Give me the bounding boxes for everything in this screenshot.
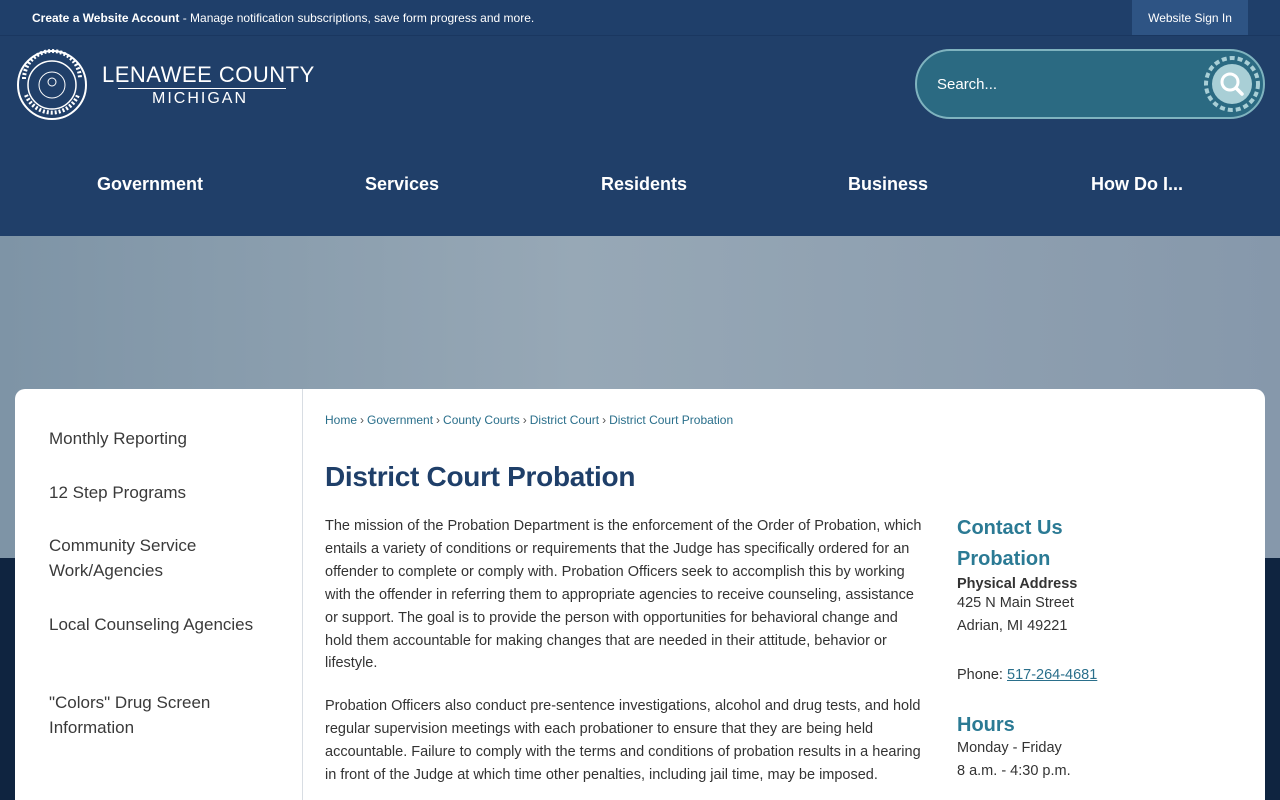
breadcrumb-county-courts[interactable]: County Courts: [443, 413, 520, 427]
create-account-description: - Manage notification subscriptions, save form progress and more.: [179, 11, 535, 25]
create-account-notice: [32, 11, 534, 25]
address-line2: Adrian, MI 49221: [957, 618, 1068, 634]
create-account-link[interactable]: Create a Website Account: [32, 11, 180, 25]
contact-heading: Contact Us: [957, 517, 1063, 539]
hours-heading: Hours: [957, 714, 1015, 736]
brand-divider: [118, 88, 286, 89]
phone-link[interactable]: 517-264-4681: [1007, 667, 1098, 683]
breadcrumb-separator: ›: [436, 413, 441, 427]
brand-state: MICHIGAN: [152, 90, 248, 107]
sidebar-item-12-step-programs[interactable]: 12 Step Programs: [49, 483, 187, 502]
breadcrumb-district-court[interactable]: District Court: [529, 413, 600, 427]
breadcrumb: [325, 413, 733, 427]
breadcrumb-government[interactable]: Government: [367, 413, 434, 427]
address-line1: 425 N Main Street: [957, 595, 1074, 611]
phone-row: [957, 664, 1247, 687]
contact-panel: [957, 517, 1247, 783]
search-box: [915, 49, 1265, 119]
phone-label: Phone:: [957, 667, 1007, 683]
hours-days: Monday - Friday: [957, 740, 1062, 756]
website-sign-in-button[interactable]: Website Sign In: [1132, 0, 1248, 35]
page-title: District Court Probation: [325, 461, 636, 492]
address-label: Physical Address: [957, 576, 1078, 592]
mission-paragraph: The mission of the Probation Department is the enforcement of the Order of Probation, which entails a variety of conditions or requirements that the Judge has specifically ordered for an offender to complete or comply with. Probation Officers seek to accomplish this by working with the offender in referring them to appropriate agencies to receive counseling, assistance or support. The goal is to provide the person with opportunities for behavioral change and hold them accountable for making changes that are needed in their attitude, behavior or lifestyle.: [325, 518, 922, 672]
breadcrumb-separator: ›: [602, 413, 607, 427]
sidebar-item-drug-screen-info[interactable]: "Colors" Drug Screen Information: [49, 693, 211, 737]
search-input[interactable]: [937, 71, 1197, 97]
nav-services[interactable]: Services: [365, 174, 440, 194]
county-seal-icon[interactable]: [16, 49, 88, 121]
sidebar-nav: [15, 389, 303, 800]
contact-department: Probation: [957, 548, 1051, 570]
sidebar-item-monthly-reporting[interactable]: Monthly Reporting: [49, 429, 187, 448]
sidebar-item-community-service[interactable]: Community Service Work/Agencies: [49, 536, 197, 580]
content-card: [15, 389, 1265, 800]
nav-how-do-i[interactable]: How Do I...: [1091, 174, 1183, 194]
utility-bar: [0, 0, 1280, 36]
nav-residents[interactable]: Residents: [601, 174, 688, 194]
main-navigation: [0, 156, 1280, 214]
breadcrumb-home[interactable]: Home: [325, 413, 358, 427]
breadcrumb-separator: ›: [522, 413, 527, 427]
breadcrumb-current[interactable]: District Court Probation: [609, 413, 734, 427]
hours-time: 8 a.m. - 4:30 p.m.: [957, 763, 1071, 779]
site-header: [0, 36, 1280, 236]
officers-paragraph: Probation Officers also conduct pre-sentence investigations, alcohol and drug tests, and hold regular supervision meetings with each probationer to ensure that they are being held accountable. Failure to comply with the terms and conditions of probation results in a hearing in front of the Judge at which time other penalties, including jail time, may be imposed.: [325, 698, 921, 783]
nav-business[interactable]: Business: [848, 174, 929, 194]
sidebar-item-local-counseling[interactable]: Local Counseling Agencies: [49, 615, 254, 634]
nav-government[interactable]: Government: [97, 174, 204, 194]
breadcrumb-separator: ›: [360, 413, 365, 427]
search-icon[interactable]: [1203, 55, 1261, 113]
brand-name[interactable]: LENAWEE COUNTY: [102, 62, 315, 87]
